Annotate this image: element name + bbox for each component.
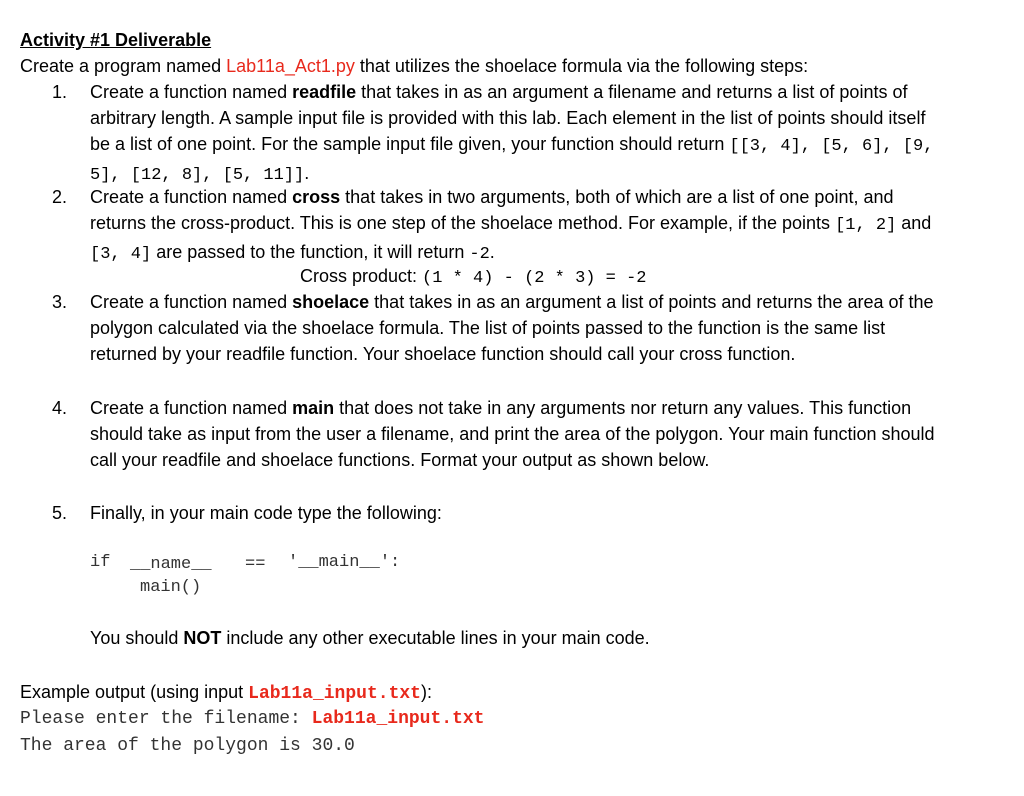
step-text: and bbox=[896, 213, 932, 233]
note-emphasis: NOT bbox=[183, 628, 222, 648]
code-name-var: __name__ bbox=[130, 555, 212, 574]
step-3 bbox=[90, 289, 940, 367]
step-4 bbox=[90, 395, 940, 473]
example-input-file: Lab11a_input.txt bbox=[248, 684, 421, 704]
step-1 bbox=[90, 79, 940, 189]
step-5: Finally, in your main code type the following: bbox=[90, 503, 442, 523]
sample-return-value: [[3, 4], [5, 6], [9, 5], [12, 8], [5, 11]] bbox=[90, 137, 934, 185]
note-line bbox=[90, 625, 650, 651]
step-number: 2. bbox=[52, 187, 68, 207]
code-result: -2 bbox=[469, 245, 490, 264]
cross-label: Cross product: bbox=[300, 266, 423, 286]
example-label-text: Example output (using input bbox=[20, 682, 249, 702]
step-text: that takes in as an argument a list of points and returns the area of the polygon calculated via the shoelace formula. The list of points passed to the function is the same list returned by your readfile function. Your shoelace function should call your cross function. bbox=[90, 292, 934, 364]
intro-text: Create a program named bbox=[20, 56, 227, 76]
step-text: Create a function named bbox=[90, 292, 293, 312]
step-text: that takes in as an argument a filename and returns a list of points of arbitrary length. A sample input file is provided with this lab. Each element in the list of points should itself be a list of one point. For the sample input file given, your function should return bbox=[90, 82, 926, 154]
function-name-shoelace: shoelace bbox=[292, 292, 370, 312]
code-main-call: main() bbox=[140, 578, 202, 597]
code-point-2: [3, 4] bbox=[90, 245, 152, 264]
step-text: . bbox=[489, 242, 495, 262]
function-name-readfile: readfile bbox=[292, 82, 357, 102]
step-text: . bbox=[304, 163, 310, 183]
step-number: 3. bbox=[52, 292, 68, 312]
step-text: Create a function named bbox=[90, 187, 293, 207]
step-text: are passed to the function, it will return bbox=[151, 242, 470, 262]
step-2 bbox=[90, 184, 940, 268]
terminal-prompt-line bbox=[20, 706, 484, 732]
activity-title: Activity #1 Deliverable bbox=[20, 30, 212, 50]
step-number: 4. bbox=[52, 398, 68, 418]
step-text: Create a function named bbox=[90, 82, 293, 102]
cross-product-example bbox=[300, 263, 646, 292]
note-text: You should bbox=[90, 628, 184, 648]
code-main-string: '__main__': bbox=[288, 553, 401, 572]
step-text: that takes in two arguments, both of which are a list of one point, and returns the cross-product. This is one step of the shoelace method. For example, if the points bbox=[90, 187, 894, 233]
step-text: that does not take in any arguments nor return any values. This function should take as input from the user a filename, and print the area of the polygon. Your main function should call your readfile and shoelace functions. Format your output as shown below. bbox=[90, 398, 935, 470]
function-name-main: main bbox=[292, 398, 335, 418]
example-label bbox=[20, 679, 432, 707]
terminal-user-input: Lab11a_input.txt bbox=[311, 709, 485, 729]
intro-line bbox=[20, 53, 808, 79]
function-name-cross: cross bbox=[292, 187, 341, 207]
code-if-keyword: if bbox=[90, 553, 111, 572]
example-label-text: ): bbox=[420, 682, 432, 702]
terminal-prompt: Please enter the filename: bbox=[20, 709, 312, 729]
note-text: include any other executable lines in your main code. bbox=[221, 628, 650, 648]
step-number: 5. bbox=[52, 503, 68, 523]
step-number: 1. bbox=[52, 82, 68, 102]
code-point-1: [1, 2] bbox=[835, 216, 897, 235]
terminal-result-line: The area of the polygon is 30.0 bbox=[20, 736, 355, 756]
cross-expression: (1 * 4) - (2 * 3) = -2 bbox=[422, 269, 647, 288]
intro-text-tail: that utilizes the shoelace formula via the following steps: bbox=[354, 56, 809, 76]
code-operator: == bbox=[245, 555, 266, 574]
program-filename: Lab11a_Act1.py bbox=[226, 56, 355, 76]
step-text: Create a function named bbox=[90, 398, 293, 418]
